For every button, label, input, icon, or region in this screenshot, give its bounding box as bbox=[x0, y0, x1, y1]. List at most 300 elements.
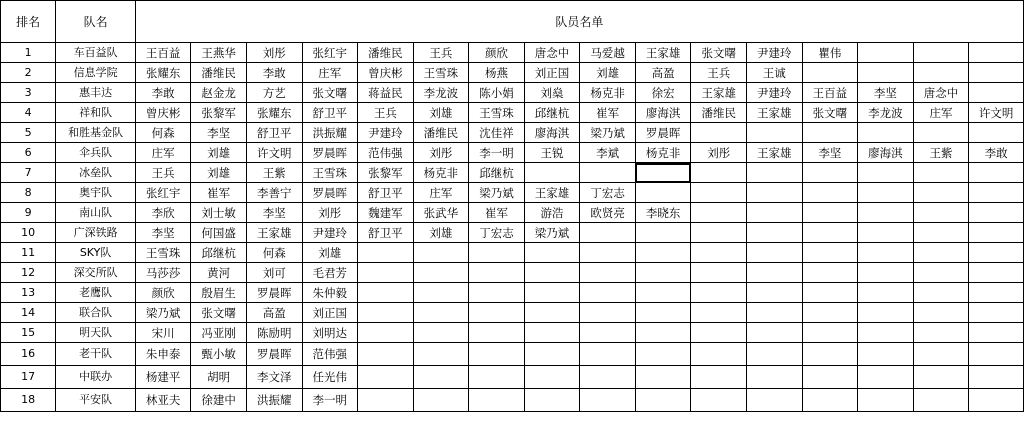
member-cell[interactable] bbox=[747, 263, 803, 283]
member-cell[interactable] bbox=[635, 223, 691, 243]
member-cell[interactable] bbox=[691, 366, 747, 389]
member-cell[interactable]: 曾庆彬 bbox=[358, 63, 414, 83]
member-cell[interactable] bbox=[969, 223, 1024, 243]
member-cell[interactable] bbox=[802, 63, 858, 83]
team-name-cell[interactable]: 深交所队 bbox=[56, 263, 135, 283]
member-cell[interactable]: 梁乃斌 bbox=[524, 223, 580, 243]
member-cell[interactable] bbox=[469, 283, 525, 303]
member-cell[interactable] bbox=[580, 223, 636, 243]
member-cell[interactable] bbox=[635, 243, 691, 263]
member-cell[interactable]: 唐念中 bbox=[524, 43, 580, 63]
member-cell[interactable] bbox=[913, 366, 969, 389]
member-cell[interactable]: 王雪珠 bbox=[135, 243, 191, 263]
member-cell[interactable] bbox=[524, 263, 580, 283]
member-cell[interactable] bbox=[358, 343, 414, 366]
member-cell[interactable] bbox=[691, 389, 747, 412]
member-cell[interactable]: 廖海淇 bbox=[524, 123, 580, 143]
member-cell[interactable] bbox=[413, 283, 469, 303]
member-cell[interactable] bbox=[635, 366, 691, 389]
member-cell[interactable]: 殷眉生 bbox=[191, 283, 247, 303]
member-cell[interactable] bbox=[747, 203, 803, 223]
team-name-cell[interactable]: 明天队 bbox=[56, 323, 135, 343]
rank-cell[interactable]: 8 bbox=[1, 183, 56, 203]
member-cell[interactable] bbox=[858, 323, 914, 343]
rank-cell[interactable]: 7 bbox=[1, 163, 56, 183]
member-cell[interactable] bbox=[747, 243, 803, 263]
member-cell[interactable]: 王兵 bbox=[691, 63, 747, 83]
header-rank[interactable]: 排名 bbox=[1, 1, 56, 43]
team-name-cell[interactable]: 祥和队 bbox=[56, 103, 135, 123]
member-cell[interactable]: 杨克非 bbox=[580, 83, 636, 103]
member-cell[interactable] bbox=[358, 283, 414, 303]
member-cell[interactable]: 张黎军 bbox=[358, 163, 414, 183]
member-cell[interactable]: 张文曙 bbox=[191, 303, 247, 323]
member-cell[interactable] bbox=[691, 343, 747, 366]
rank-cell[interactable]: 4 bbox=[1, 103, 56, 123]
team-name-cell[interactable]: 信息学院 bbox=[56, 63, 135, 83]
member-cell[interactable]: 黄河 bbox=[191, 263, 247, 283]
member-cell[interactable] bbox=[580, 163, 636, 183]
member-cell[interactable]: 崔军 bbox=[469, 203, 525, 223]
member-cell[interactable]: 舒卫平 bbox=[246, 123, 302, 143]
member-cell[interactable]: 舒卫平 bbox=[358, 183, 414, 203]
member-cell[interactable]: 任光伟 bbox=[302, 366, 358, 389]
member-cell[interactable]: 杨建平 bbox=[135, 366, 191, 389]
member-cell[interactable]: 李敢 bbox=[135, 83, 191, 103]
member-cell[interactable] bbox=[469, 389, 525, 412]
member-cell[interactable] bbox=[469, 323, 525, 343]
member-cell[interactable] bbox=[469, 243, 525, 263]
member-cell[interactable]: 甄小敏 bbox=[191, 343, 247, 366]
member-cell[interactable]: 洪振耀 bbox=[246, 389, 302, 412]
member-cell[interactable]: 王家雄 bbox=[747, 103, 803, 123]
member-cell[interactable] bbox=[802, 263, 858, 283]
member-cell[interactable] bbox=[858, 63, 914, 83]
member-cell[interactable] bbox=[691, 263, 747, 283]
member-cell[interactable] bbox=[413, 263, 469, 283]
member-cell[interactable]: 崔军 bbox=[580, 103, 636, 123]
member-cell[interactable]: 张红宇 bbox=[135, 183, 191, 203]
member-cell[interactable]: 刘雄 bbox=[413, 103, 469, 123]
rank-cell[interactable]: 6 bbox=[1, 143, 56, 163]
member-cell[interactable]: 李坚 bbox=[246, 203, 302, 223]
member-cell[interactable]: 方艺 bbox=[246, 83, 302, 103]
rank-cell[interactable]: 16 bbox=[1, 343, 56, 366]
member-cell[interactable]: 王家雄 bbox=[747, 143, 803, 163]
header-team[interactable]: 队名 bbox=[56, 1, 135, 43]
member-cell[interactable]: 刘彤 bbox=[413, 143, 469, 163]
member-cell[interactable]: 王紫 bbox=[913, 143, 969, 163]
member-cell[interactable] bbox=[635, 389, 691, 412]
member-cell[interactable] bbox=[635, 323, 691, 343]
member-cell[interactable]: 张耀东 bbox=[135, 63, 191, 83]
member-cell[interactable] bbox=[802, 303, 858, 323]
member-cell[interactable]: 廖海淇 bbox=[858, 143, 914, 163]
member-cell[interactable] bbox=[802, 389, 858, 412]
rank-cell[interactable]: 14 bbox=[1, 303, 56, 323]
member-cell[interactable]: 何国盛 bbox=[191, 223, 247, 243]
member-cell[interactable] bbox=[913, 243, 969, 263]
member-cell[interactable] bbox=[747, 223, 803, 243]
member-cell[interactable]: 李敢 bbox=[969, 143, 1024, 163]
member-cell[interactable] bbox=[858, 243, 914, 263]
member-cell[interactable] bbox=[969, 63, 1024, 83]
member-cell[interactable]: 王兵 bbox=[135, 163, 191, 183]
team-name-cell[interactable]: 奥宇队 bbox=[56, 183, 135, 203]
member-cell[interactable] bbox=[969, 243, 1024, 263]
member-cell[interactable]: 罗晨晖 bbox=[246, 283, 302, 303]
member-cell[interactable]: 王家雄 bbox=[691, 83, 747, 103]
member-cell[interactable] bbox=[858, 389, 914, 412]
member-cell[interactable] bbox=[969, 203, 1024, 223]
member-cell[interactable]: 王燕华 bbox=[191, 43, 247, 63]
member-cell[interactable] bbox=[524, 283, 580, 303]
member-cell[interactable]: 刘燊 bbox=[524, 83, 580, 103]
member-cell[interactable] bbox=[802, 123, 858, 143]
member-cell[interactable] bbox=[691, 323, 747, 343]
member-cell[interactable]: 李一明 bbox=[469, 143, 525, 163]
member-cell[interactable] bbox=[913, 323, 969, 343]
member-cell[interactable]: 李坚 bbox=[191, 123, 247, 143]
member-cell[interactable] bbox=[580, 366, 636, 389]
member-cell[interactable] bbox=[747, 343, 803, 366]
rank-cell[interactable]: 13 bbox=[1, 283, 56, 303]
member-cell[interactable]: 高盈 bbox=[635, 63, 691, 83]
rank-cell[interactable]: 18 bbox=[1, 389, 56, 412]
member-cell[interactable]: 王家雄 bbox=[246, 223, 302, 243]
member-cell[interactable] bbox=[913, 163, 969, 183]
member-cell[interactable] bbox=[913, 303, 969, 323]
member-cell[interactable] bbox=[413, 366, 469, 389]
member-cell[interactable] bbox=[691, 303, 747, 323]
member-cell[interactable]: 杨燕 bbox=[469, 63, 525, 83]
member-cell[interactable] bbox=[802, 223, 858, 243]
member-cell[interactable]: 潘维民 bbox=[358, 43, 414, 63]
member-cell[interactable]: 王百益 bbox=[135, 43, 191, 63]
member-cell[interactable] bbox=[858, 43, 914, 63]
member-cell[interactable]: 丁宏志 bbox=[580, 183, 636, 203]
member-cell[interactable] bbox=[691, 223, 747, 243]
member-cell[interactable]: 范伟强 bbox=[358, 143, 414, 163]
member-cell[interactable] bbox=[580, 303, 636, 323]
member-cell[interactable]: 潘维民 bbox=[191, 63, 247, 83]
member-cell[interactable]: 罗晨晖 bbox=[302, 183, 358, 203]
team-name-cell[interactable]: 和胜基金队 bbox=[56, 123, 135, 143]
member-cell[interactable] bbox=[691, 283, 747, 303]
member-cell[interactable] bbox=[524, 303, 580, 323]
member-cell[interactable]: 刘雄 bbox=[580, 63, 636, 83]
member-cell[interactable]: 王紫 bbox=[246, 163, 302, 183]
member-cell[interactable]: 李文泽 bbox=[246, 366, 302, 389]
member-cell[interactable] bbox=[580, 283, 636, 303]
member-cell[interactable] bbox=[858, 183, 914, 203]
rank-cell[interactable]: 15 bbox=[1, 323, 56, 343]
member-cell[interactable]: 徐建中 bbox=[191, 389, 247, 412]
member-cell[interactable] bbox=[969, 303, 1024, 323]
member-cell[interactable] bbox=[358, 263, 414, 283]
member-cell[interactable]: 王雪珠 bbox=[469, 103, 525, 123]
member-cell[interactable]: 杨克非 bbox=[635, 143, 691, 163]
member-cell[interactable] bbox=[747, 163, 803, 183]
member-cell[interactable] bbox=[635, 163, 691, 183]
member-cell[interactable]: 刘士敏 bbox=[191, 203, 247, 223]
member-cell[interactable]: 梁乃斌 bbox=[135, 303, 191, 323]
member-cell[interactable] bbox=[358, 366, 414, 389]
member-cell[interactable]: 王雪珠 bbox=[413, 63, 469, 83]
member-cell[interactable]: 颜欣 bbox=[135, 283, 191, 303]
member-cell[interactable]: 张武华 bbox=[413, 203, 469, 223]
member-cell[interactable]: 范伟强 bbox=[302, 343, 358, 366]
member-cell[interactable] bbox=[358, 389, 414, 412]
member-cell[interactable]: 王雪珠 bbox=[302, 163, 358, 183]
member-cell[interactable]: 刘雄 bbox=[302, 243, 358, 263]
member-cell[interactable]: 蒋益民 bbox=[358, 83, 414, 103]
member-cell[interactable]: 沈佳祥 bbox=[469, 123, 525, 143]
member-cell[interactable] bbox=[969, 83, 1024, 103]
member-cell[interactable]: 刘雄 bbox=[413, 223, 469, 243]
member-cell[interactable]: 庄军 bbox=[302, 63, 358, 83]
member-cell[interactable] bbox=[691, 183, 747, 203]
member-cell[interactable] bbox=[747, 303, 803, 323]
member-cell[interactable]: 朱仲毅 bbox=[302, 283, 358, 303]
member-cell[interactable] bbox=[858, 123, 914, 143]
member-cell[interactable] bbox=[969, 366, 1024, 389]
member-cell[interactable] bbox=[913, 343, 969, 366]
member-cell[interactable]: 马莎莎 bbox=[135, 263, 191, 283]
member-cell[interactable]: 曾庆彬 bbox=[135, 103, 191, 123]
member-cell[interactable]: 邱继杭 bbox=[469, 163, 525, 183]
member-cell[interactable]: 丁宏志 bbox=[469, 223, 525, 243]
member-cell[interactable] bbox=[580, 323, 636, 343]
member-cell[interactable]: 洪振耀 bbox=[302, 123, 358, 143]
member-cell[interactable]: 何森 bbox=[246, 243, 302, 263]
member-cell[interactable] bbox=[802, 163, 858, 183]
member-cell[interactable]: 李龙波 bbox=[413, 83, 469, 103]
member-cell[interactable]: 庄军 bbox=[913, 103, 969, 123]
member-cell[interactable]: 宋川 bbox=[135, 323, 191, 343]
rank-cell[interactable]: 17 bbox=[1, 366, 56, 389]
member-cell[interactable] bbox=[802, 343, 858, 366]
member-cell[interactable] bbox=[747, 283, 803, 303]
member-cell[interactable] bbox=[969, 183, 1024, 203]
member-cell[interactable]: 李敢 bbox=[246, 63, 302, 83]
member-cell[interactable]: 胡明 bbox=[191, 366, 247, 389]
rank-cell[interactable]: 11 bbox=[1, 243, 56, 263]
member-cell[interactable]: 王兵 bbox=[413, 43, 469, 63]
member-cell[interactable]: 舒卫平 bbox=[302, 103, 358, 123]
member-cell[interactable]: 刘明达 bbox=[302, 323, 358, 343]
member-cell[interactable] bbox=[469, 366, 525, 389]
member-cell[interactable] bbox=[913, 123, 969, 143]
member-cell[interactable]: 刘正国 bbox=[524, 63, 580, 83]
member-cell[interactable] bbox=[747, 389, 803, 412]
member-cell[interactable] bbox=[913, 63, 969, 83]
member-cell[interactable] bbox=[913, 203, 969, 223]
member-cell[interactable]: 马爱越 bbox=[580, 43, 636, 63]
member-cell[interactable]: 张黎军 bbox=[191, 103, 247, 123]
member-cell[interactable] bbox=[858, 203, 914, 223]
member-cell[interactable] bbox=[858, 366, 914, 389]
member-cell[interactable]: 尹建玲 bbox=[747, 83, 803, 103]
team-name-cell[interactable]: 联合队 bbox=[56, 303, 135, 323]
member-cell[interactable] bbox=[469, 343, 525, 366]
team-name-cell[interactable]: 老干队 bbox=[56, 343, 135, 366]
member-cell[interactable] bbox=[691, 203, 747, 223]
member-cell[interactable] bbox=[802, 323, 858, 343]
member-cell[interactable]: 廖海淇 bbox=[635, 103, 691, 123]
member-cell[interactable]: 唐念中 bbox=[913, 83, 969, 103]
member-cell[interactable]: 朱申泰 bbox=[135, 343, 191, 366]
member-cell[interactable] bbox=[524, 343, 580, 366]
member-cell[interactable] bbox=[969, 163, 1024, 183]
member-cell[interactable]: 杨克非 bbox=[413, 163, 469, 183]
member-cell[interactable] bbox=[913, 389, 969, 412]
member-cell[interactable]: 李晓东 bbox=[635, 203, 691, 223]
member-cell[interactable] bbox=[913, 263, 969, 283]
member-cell[interactable]: 庄军 bbox=[413, 183, 469, 203]
member-cell[interactable]: 尹建玲 bbox=[302, 223, 358, 243]
member-cell[interactable] bbox=[635, 343, 691, 366]
member-cell[interactable] bbox=[413, 343, 469, 366]
member-cell[interactable] bbox=[635, 263, 691, 283]
member-cell[interactable] bbox=[358, 323, 414, 343]
member-cell[interactable]: 冯亚刚 bbox=[191, 323, 247, 343]
member-cell[interactable] bbox=[691, 163, 747, 183]
member-cell[interactable] bbox=[858, 163, 914, 183]
rank-cell[interactable]: 1 bbox=[1, 43, 56, 63]
member-cell[interactable]: 李坚 bbox=[858, 83, 914, 103]
member-cell[interactable] bbox=[469, 303, 525, 323]
member-cell[interactable]: 王锐 bbox=[524, 143, 580, 163]
rank-cell[interactable]: 3 bbox=[1, 83, 56, 103]
team-name-cell[interactable]: SKY队 bbox=[56, 243, 135, 263]
member-cell[interactable]: 李龙波 bbox=[858, 103, 914, 123]
member-cell[interactable] bbox=[802, 366, 858, 389]
member-cell[interactable]: 欧贤亮 bbox=[580, 203, 636, 223]
member-cell[interactable] bbox=[747, 123, 803, 143]
team-name-cell[interactable]: 广深铁路 bbox=[56, 223, 135, 243]
member-cell[interactable]: 颜欣 bbox=[469, 43, 525, 63]
member-cell[interactable] bbox=[691, 243, 747, 263]
member-cell[interactable]: 刘可 bbox=[246, 263, 302, 283]
member-cell[interactable]: 罗晨晖 bbox=[635, 123, 691, 143]
member-cell[interactable]: 张文曙 bbox=[802, 103, 858, 123]
member-cell[interactable] bbox=[413, 243, 469, 263]
member-cell[interactable] bbox=[580, 263, 636, 283]
team-name-cell[interactable]: 中联办 bbox=[56, 366, 135, 389]
member-cell[interactable] bbox=[580, 389, 636, 412]
member-cell[interactable]: 瞿伟 bbox=[802, 43, 858, 63]
member-cell[interactable] bbox=[969, 323, 1024, 343]
member-cell[interactable]: 罗晨晖 bbox=[246, 343, 302, 366]
member-cell[interactable] bbox=[413, 389, 469, 412]
member-cell[interactable] bbox=[635, 283, 691, 303]
member-cell[interactable]: 王诚 bbox=[747, 63, 803, 83]
member-cell[interactable] bbox=[969, 43, 1024, 63]
member-cell[interactable] bbox=[580, 243, 636, 263]
member-cell[interactable] bbox=[635, 303, 691, 323]
team-name-cell[interactable]: 平安队 bbox=[56, 389, 135, 412]
member-cell[interactable]: 徐宏 bbox=[635, 83, 691, 103]
member-cell[interactable]: 张红宇 bbox=[302, 43, 358, 63]
member-cell[interactable]: 刘彤 bbox=[302, 203, 358, 223]
member-cell[interactable]: 潘维民 bbox=[691, 103, 747, 123]
member-cell[interactable]: 魏建军 bbox=[358, 203, 414, 223]
member-cell[interactable]: 王家雄 bbox=[635, 43, 691, 63]
member-cell[interactable] bbox=[913, 223, 969, 243]
team-name-cell[interactable]: 冰垒队 bbox=[56, 163, 135, 183]
member-cell[interactable]: 舒卫平 bbox=[358, 223, 414, 243]
member-cell[interactable] bbox=[524, 366, 580, 389]
member-cell[interactable] bbox=[635, 183, 691, 203]
member-cell[interactable] bbox=[913, 183, 969, 203]
member-cell[interactable]: 林亚夫 bbox=[135, 389, 191, 412]
rank-cell[interactable]: 2 bbox=[1, 63, 56, 83]
member-cell[interactable] bbox=[969, 389, 1024, 412]
member-cell[interactable] bbox=[858, 223, 914, 243]
rank-cell[interactable]: 12 bbox=[1, 263, 56, 283]
member-cell[interactable]: 罗晨晖 bbox=[302, 143, 358, 163]
team-name-cell[interactable]: 南山队 bbox=[56, 203, 135, 223]
member-cell[interactable] bbox=[413, 323, 469, 343]
member-cell[interactable] bbox=[913, 283, 969, 303]
member-cell[interactable] bbox=[524, 243, 580, 263]
member-cell[interactable]: 李欣 bbox=[135, 203, 191, 223]
member-cell[interactable]: 张耀东 bbox=[246, 103, 302, 123]
member-cell[interactable] bbox=[524, 163, 580, 183]
member-cell[interactable]: 梁乃斌 bbox=[580, 123, 636, 143]
member-cell[interactable] bbox=[858, 343, 914, 366]
member-cell[interactable]: 许文明 bbox=[246, 143, 302, 163]
member-cell[interactable]: 刘正国 bbox=[302, 303, 358, 323]
member-cell[interactable]: 李一明 bbox=[302, 389, 358, 412]
member-cell[interactable]: 邱继杭 bbox=[524, 103, 580, 123]
member-cell[interactable]: 李坚 bbox=[135, 223, 191, 243]
team-name-cell[interactable]: 伞兵队 bbox=[56, 143, 135, 163]
member-cell[interactable]: 刘彤 bbox=[691, 143, 747, 163]
member-cell[interactable]: 邱继杭 bbox=[191, 243, 247, 263]
member-cell[interactable]: 赵金龙 bbox=[191, 83, 247, 103]
member-cell[interactable] bbox=[524, 323, 580, 343]
member-cell[interactable] bbox=[969, 123, 1024, 143]
rank-cell[interactable]: 10 bbox=[1, 223, 56, 243]
member-cell[interactable]: 高盈 bbox=[246, 303, 302, 323]
member-cell[interactable]: 梁乃斌 bbox=[469, 183, 525, 203]
member-cell[interactable]: 刘雄 bbox=[191, 143, 247, 163]
member-cell[interactable]: 张文曙 bbox=[302, 83, 358, 103]
member-cell[interactable] bbox=[858, 283, 914, 303]
member-cell[interactable]: 陈励明 bbox=[246, 323, 302, 343]
member-cell[interactable]: 陈小娟 bbox=[469, 83, 525, 103]
member-cell[interactable] bbox=[802, 283, 858, 303]
team-name-cell[interactable]: 车百益队 bbox=[56, 43, 135, 63]
member-cell[interactable]: 李斌 bbox=[580, 143, 636, 163]
member-cell[interactable]: 庄军 bbox=[135, 143, 191, 163]
header-members[interactable]: 队员名单 bbox=[135, 1, 1023, 43]
member-cell[interactable] bbox=[858, 303, 914, 323]
member-cell[interactable] bbox=[802, 203, 858, 223]
member-cell[interactable] bbox=[747, 323, 803, 343]
member-cell[interactable]: 尹建玲 bbox=[747, 43, 803, 63]
member-cell[interactable]: 王兵 bbox=[358, 103, 414, 123]
member-cell[interactable] bbox=[913, 43, 969, 63]
member-cell[interactable]: 崔军 bbox=[191, 183, 247, 203]
member-cell[interactable] bbox=[969, 343, 1024, 366]
member-cell[interactable] bbox=[858, 263, 914, 283]
member-cell[interactable] bbox=[580, 343, 636, 366]
member-cell[interactable] bbox=[969, 263, 1024, 283]
member-cell[interactable]: 王百益 bbox=[802, 83, 858, 103]
